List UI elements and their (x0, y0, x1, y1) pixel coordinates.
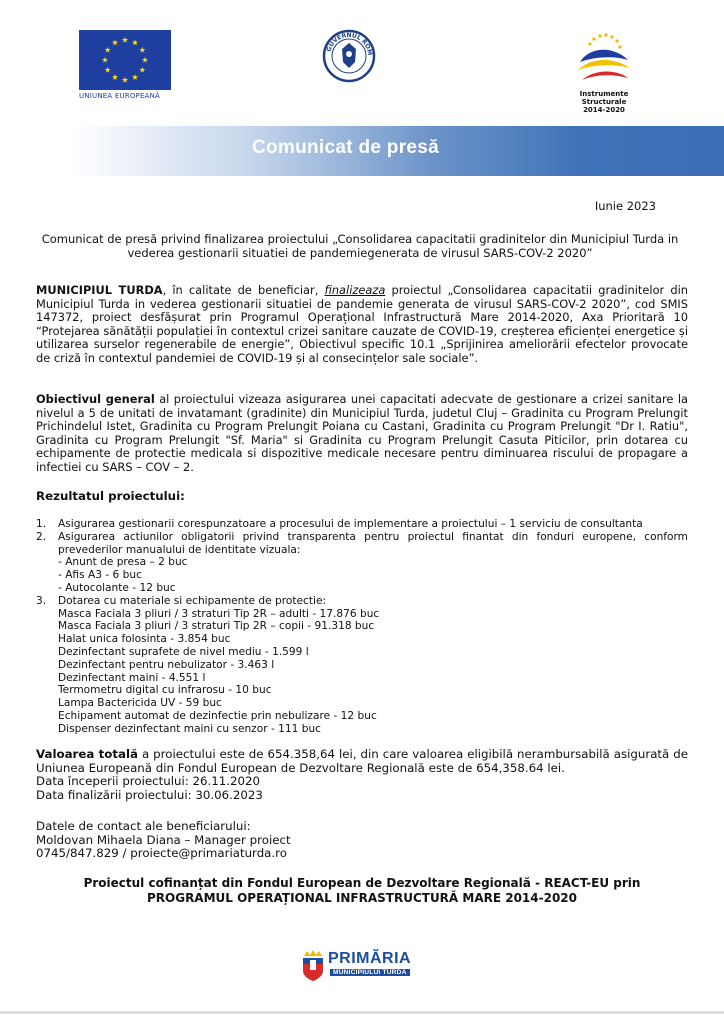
eu-star-icon (139, 47, 145, 53)
list-item-text: Asigurarea gestionarii corespunzatoare a procesului de implementare a proiectului – 1 serviciu de consultanta (58, 518, 643, 530)
end-date: Data finalizării proiectului: 30.06.2023 (36, 787, 263, 802)
press-release-banner (0, 126, 724, 176)
is-caption (562, 90, 646, 114)
list-subitem: - Autocolante - 12 buc (58, 581, 176, 594)
finalize-verb: finalizeaza (324, 283, 386, 297)
bottom-divider (0, 1011, 724, 1014)
list-subitem: Termometru digital cu infrarosu - 10 buc (58, 684, 272, 697)
list-subitem: Lampa Bactericida UV - 59 buc (58, 697, 222, 710)
eu-star-icon (139, 67, 145, 73)
primaria-title: PRIMĂRIA (328, 950, 412, 967)
list-number: 2. (36, 530, 47, 543)
primaria-subtitle: MUNICIPIULUI TURDA (330, 969, 410, 976)
list-item-text: Dotarea cu materiale si echipamente de protectie: (58, 594, 327, 607)
eu-star-icon (132, 74, 138, 80)
list-subitem: Echipament automat de dezinfectie prin nebulizare - 12 buc (58, 709, 377, 722)
list-subitem: Dezinfectant maini - 4.551 l (58, 671, 206, 684)
objective-text: al proiectului vizeaza asigurarea unei capacitati adecvate de gestionare a crizei sanitare la nivelul a 5 de unitati de invatamant (gradinite) din Municipiul Turda, judetul Cluj – Gradinita cu Program Prelungit Prichindelul Istet, Gradinita cu Program Prelungit Poiana cu Castani, Gradinita cu Program Prelungit "Dr I. Ratiu", Gradinita cu Program Prelungit "Sf. Maria" si Gradinita cu Program Prelungit Casuta Piticilor, prin dotarea cu echipamente de protectie medicala si dispozitive medicale necesare pentru diminuarea riscului de propagare a infectiei cu SARS – COV – 2. (36, 392, 688, 474)
list-number: 1. (36, 518, 47, 530)
eu-logo (79, 30, 171, 102)
eu-caption: UNIUNEA EUROPEANĂ (79, 92, 160, 100)
paragraph-beneficiary (36, 284, 688, 366)
eu-star-icon (105, 47, 111, 53)
contact-person: Moldovan Mihaela Diana – Manager proiect (36, 832, 291, 847)
cofinancing-note (40, 876, 684, 905)
objective-label: Obiectivul general (36, 392, 155, 406)
list-subitem: - Anunt de presa – 2 buc (58, 556, 188, 569)
list-subitem: Halat unica folosinta - 3.854 buc (58, 633, 231, 646)
value-label: Valoarea totală (36, 747, 138, 761)
value-paragraph (36, 748, 688, 775)
turda-crest-icon (300, 948, 326, 982)
list-item (36, 518, 688, 531)
intro-heading: Comunicat de presă privind finalizarea proiectului „Consolidarea capacitatii gradinitelor din Municipiul Turda in vederea gestionarii situatiei de pandemiegenerata de virusul SARS-COV-2 2020” (41, 232, 679, 260)
results-list (36, 518, 688, 736)
document-date: Iunie 2023 (594, 199, 656, 213)
list-subitem: Masca Faciala 3 pliuri / 3 straturi Tip 2R – copii - 91.318 buc (58, 620, 375, 633)
structural-instruments-icon (562, 30, 646, 86)
instrumente-structurale-logo (562, 30, 646, 114)
list-subitem: Masca Faciala 3 pliuri / 3 straturi Tip 2R – adulti - 17.876 buc (58, 607, 380, 620)
start-date: Data începerii proiectului: 26.11.2020 (36, 774, 261, 789)
para1-text-b: proiectul „Consolidarea capacitatii gradinitelor din Municipiul Turda in vederea gestionarii situatiei de pandemie generata de virusul SARS-COV-2 2020”, cod SMIS 147372, proiect desfășurat prin Programul Operațional Infrastructură Mare 2014-2020, Axa Prioritară 10 “Protejarea sănătății populației în contextul crizei sanitare cauzate de COVID-19, creșterea eficienței energetice și utilizarea surselor regenerabile de energie”, Obiectivul specific 10.1 „Sprijinirea ameliorării efectelor provocate de criză în contextul pandemiei de COVID-19 și al consecințelor sale sociale”. (36, 283, 688, 365)
list-item-text: Asigurarea actiunilor obligatorii privind transparenta pentru proiectul finantat din fonduri europene, conform prevederilor manualului de identitate vizuala: (58, 530, 688, 556)
cofinancing-line2: PROGRAMUL OPERAȚIONAL INFRASTRUCTURĂ MARE 2014-2020 (146, 890, 578, 905)
banner-title: Comunicat de presă (252, 137, 440, 158)
is-caption-line1: Instrumente Structurale (579, 90, 629, 106)
government-logo-text: GUVERNUL ROM (325, 31, 374, 56)
eu-star-icon (132, 39, 138, 45)
eu-star-icon (102, 57, 108, 63)
para1-text-a: , în calitate de beneficiar, (162, 283, 325, 297)
eu-star-icon (105, 67, 111, 73)
primaria-turda-logo (300, 948, 440, 982)
eu-star-icon (112, 74, 118, 80)
eu-star-icon (122, 77, 128, 83)
eu-flag-icon (79, 30, 171, 90)
municipality-name: MUNICIPIUL TURDA (36, 283, 163, 297)
government-logo (322, 28, 376, 88)
paragraph-objective (36, 393, 688, 475)
list-number: 3. (36, 594, 47, 607)
cofinancing-line1: Proiectul cofinanțat din Fondul European de Dezvoltare Regională - REACT-EU prin (83, 876, 641, 890)
list-subitem: Dezinfectant suprafete de nivel mediu - 1.599 l (58, 645, 309, 658)
contact-section (36, 820, 688, 861)
list-subitem: Dispenser dezinfectant maini cu senzor - 111 buc (58, 722, 321, 735)
contact-title: Datele de contact ale beneficiarului: (36, 819, 251, 833)
list-subitem: - Afis A3 - 6 buc (58, 569, 142, 582)
project-value-section (36, 748, 688, 802)
eu-star-icon (142, 57, 148, 63)
eu-star-icon (122, 37, 128, 43)
contact-phone-email: 0745/847.829 / proiecte@primariaturda.ro (36, 846, 287, 861)
value-text: a proiectului este de 654.358,64 lei, din care valoarea eligibilă nerambursabilă asigurată de Uniunea Europeană din Fondul European de Dezvoltare Regională este de 654,358.64 lei. (36, 747, 688, 775)
results-title: Rezultatul proiectului: (36, 489, 185, 503)
list-item (36, 595, 688, 608)
list-item (36, 531, 688, 557)
is-caption-line2: 2014-2020 (583, 106, 625, 114)
eu-star-icon (112, 39, 118, 45)
list-subitem: Dezinfectant pentru nebulizator - 3.463 l (58, 658, 275, 671)
